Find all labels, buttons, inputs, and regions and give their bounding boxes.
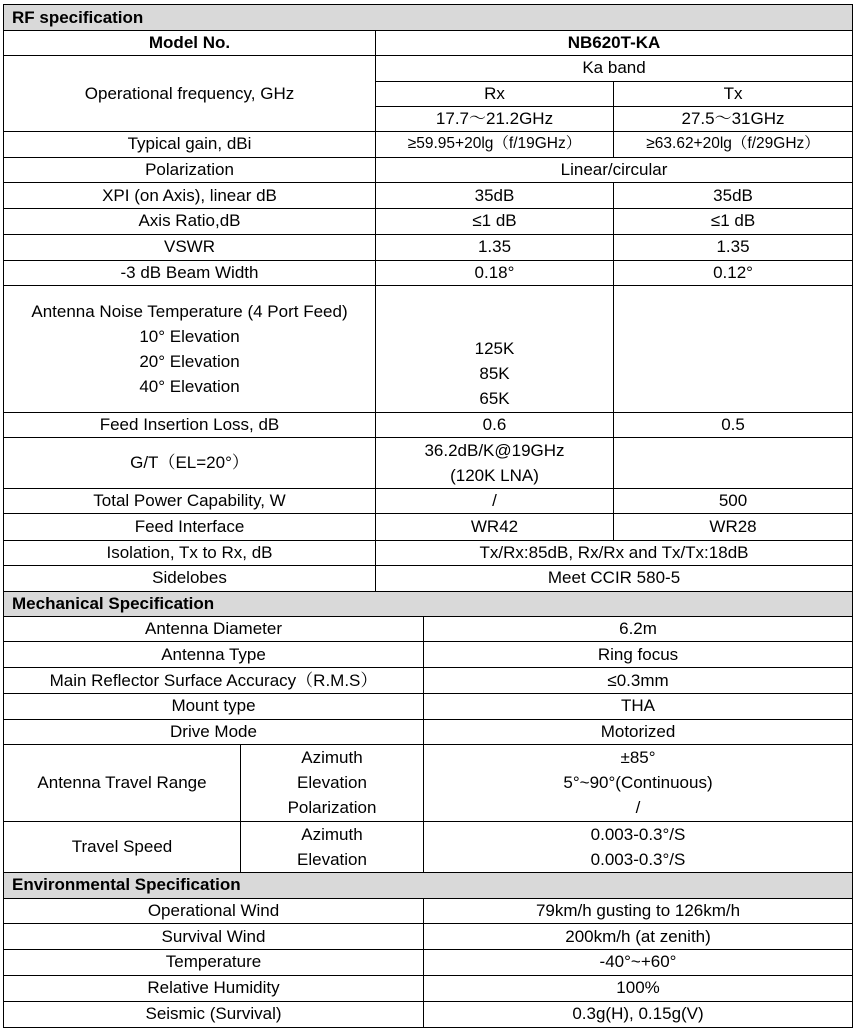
table-row (4, 260, 853, 285)
drive-value: Motorized (424, 719, 853, 744)
model-label: Model No. (4, 31, 376, 56)
xpi-rx: 35dB (376, 183, 614, 209)
speed-azimuth-value: 0.003-0.3°/S (590, 824, 686, 844)
noise-label: Antenna Noise Temperature (4 Port Feed) (31, 301, 348, 321)
gain-tx: ≥63.62+20lg（f/29GHz） (614, 131, 853, 157)
beamwidth-tx: 0.12° (614, 260, 853, 285)
loss-tx: 0.5 (614, 412, 853, 437)
rx-freq: 17.7～21.2GHz (376, 106, 614, 131)
noise-rx-cell (376, 285, 614, 412)
travel-speed-label: Travel Speed (4, 821, 241, 872)
gt-rx-cell (376, 437, 614, 488)
temperature-value: -40°~+60° (424, 950, 853, 975)
ar-tx: ≤1 dB (614, 209, 853, 234)
speed-elevation-label: Elevation (297, 849, 367, 869)
gt-rx-note: (120K LNA) (450, 466, 539, 486)
travel-range-values (424, 744, 853, 821)
gt-tx-cell (614, 437, 853, 488)
table-row (4, 642, 853, 668)
table-row (4, 234, 853, 260)
tx-freq: 27.5～31GHz (614, 106, 853, 131)
travel-elevation-value: 5°~90°(Continuous) (563, 773, 713, 793)
table-row (4, 285, 853, 412)
mech-section-title: Mechanical Specification (4, 591, 853, 616)
ar-rx: ≤1 dB (376, 209, 614, 234)
table-row (4, 31, 853, 56)
feed-rx: WR42 (376, 514, 614, 540)
accuracy-value: ≤0.3mm (424, 668, 853, 693)
humidity-value: 100% (424, 975, 853, 1001)
table-row (4, 540, 853, 565)
table-row (4, 821, 853, 872)
noise-elev-20: 20° Elevation (139, 351, 240, 371)
rf-section-title: RF specification (4, 5, 853, 31)
travel-azimuth-value: ±85° (620, 748, 656, 768)
isolation-label: Isolation, Tx to Rx, dB (4, 540, 376, 565)
ar-label: Axis Ratio,dB (4, 209, 376, 234)
power-rx: / (376, 489, 614, 514)
spec-table (3, 4, 853, 1028)
env-section-title: Environmental Specification (4, 872, 853, 898)
antenna-type-label: Antenna Type (4, 642, 424, 668)
mount-label: Mount type (4, 693, 424, 719)
table-row (4, 950, 853, 975)
table-row (4, 209, 853, 234)
antenna-type-value: Ring focus (424, 642, 853, 668)
survival-wind-label: Survival Wind (4, 924, 424, 950)
table-row (4, 158, 853, 183)
table-row (4, 437, 853, 488)
feed-tx: WR28 (614, 514, 853, 540)
speed-azimuth-label: Azimuth (301, 824, 363, 844)
noise-elev-10: 10° Elevation (139, 326, 240, 346)
diameter-value: 6.2m (424, 617, 853, 642)
travel-speed-axes (241, 821, 424, 872)
gt-rx-value: 36.2dB/K@19GHz (424, 441, 565, 461)
loss-label: Feed Insertion Loss, dB (4, 412, 376, 437)
band-label: Ka band (376, 56, 853, 81)
pol-value: Linear/circular (376, 158, 853, 183)
sidelobes-label: Sidelobes (4, 565, 376, 591)
table-row (4, 56, 853, 81)
mount-value: THA (424, 693, 853, 719)
table-row (4, 1001, 853, 1027)
table-row (4, 693, 853, 719)
table-row (4, 668, 853, 693)
beamwidth-rx: 0.18° (376, 260, 614, 285)
table-row (4, 719, 853, 744)
operational-wind-value: 79km/h gusting to 126km/h (424, 899, 853, 924)
noise-value-10: 125K (474, 339, 515, 359)
table-row (4, 183, 853, 209)
pol-label: Polarization (4, 158, 376, 183)
model-value: NB620T-KA (376, 31, 853, 56)
diameter-label: Antenna Diameter (4, 617, 424, 642)
xpi-tx: 35dB (614, 183, 853, 209)
travel-polarization-label: Polarization (287, 798, 377, 818)
noise-value-20: 85K (479, 364, 510, 384)
table-row (4, 131, 853, 157)
noise-tx-cell (614, 285, 853, 412)
table-row (4, 899, 853, 924)
gt-label: G/T（EL=20°） (4, 437, 376, 488)
travel-elevation-label: Elevation (297, 773, 367, 793)
noise-label-cell (4, 285, 376, 412)
table-row (4, 412, 853, 437)
rf-section-row (4, 5, 853, 31)
accuracy-label: Main Reflector Surface Accuracy（R.M.S） (4, 668, 424, 693)
freq-label: Operational frequency, GHz (4, 56, 376, 132)
env-section-row (4, 872, 853, 898)
travel-polarization-value: / (635, 798, 641, 818)
travel-speed-values (424, 821, 853, 872)
vswr-tx: 1.35 (614, 234, 853, 260)
speed-elevation-value: 0.003-0.3°/S (590, 849, 686, 869)
rx-header: Rx (376, 81, 614, 106)
vswr-label: VSWR (4, 234, 376, 260)
seismic-label: Seismic (Survival) (4, 1001, 424, 1027)
temperature-label: Temperature (4, 950, 424, 975)
table-row (4, 975, 853, 1001)
xpi-label: XPI (on Axis), linear dB (4, 183, 376, 209)
travel-azimuth-label: Azimuth (301, 748, 363, 768)
table-row (4, 744, 853, 821)
gain-rx: ≥59.95+20lg（f/19GHz） (376, 131, 614, 157)
travel-range-axes (241, 744, 424, 821)
noise-value-40: 65K (479, 389, 510, 409)
power-tx: 500 (614, 489, 853, 514)
drive-label: Drive Mode (4, 719, 424, 744)
tx-header: Tx (614, 81, 853, 106)
loss-rx: 0.6 (376, 412, 614, 437)
operational-wind-label: Operational Wind (4, 899, 424, 924)
vswr-rx: 1.35 (376, 234, 614, 260)
sidelobes-value: Meet CCIR 580-5 (376, 565, 853, 591)
isolation-value: Tx/Rx:85dB, Rx/Rx and Tx/Tx:18dB (376, 540, 853, 565)
beamwidth-label: -3 dB Beam Width (4, 260, 376, 285)
seismic-value: 0.3g(H), 0.15g(V) (424, 1001, 853, 1027)
feed-label: Feed Interface (4, 514, 376, 540)
humidity-label: Relative Humidity (4, 975, 424, 1001)
noise-elev-40: 40° Elevation (139, 376, 240, 396)
table-row (4, 565, 853, 591)
table-row (4, 489, 853, 514)
table-row (4, 617, 853, 642)
travel-range-label: Antenna Travel Range (4, 744, 241, 821)
power-label: Total Power Capability, W (4, 489, 376, 514)
survival-wind-value: 200km/h (at zenith) (424, 924, 853, 950)
mech-section-row (4, 591, 853, 616)
table-row (4, 514, 853, 540)
table-row (4, 924, 853, 950)
gain-label: Typical gain, dBi (4, 131, 376, 157)
